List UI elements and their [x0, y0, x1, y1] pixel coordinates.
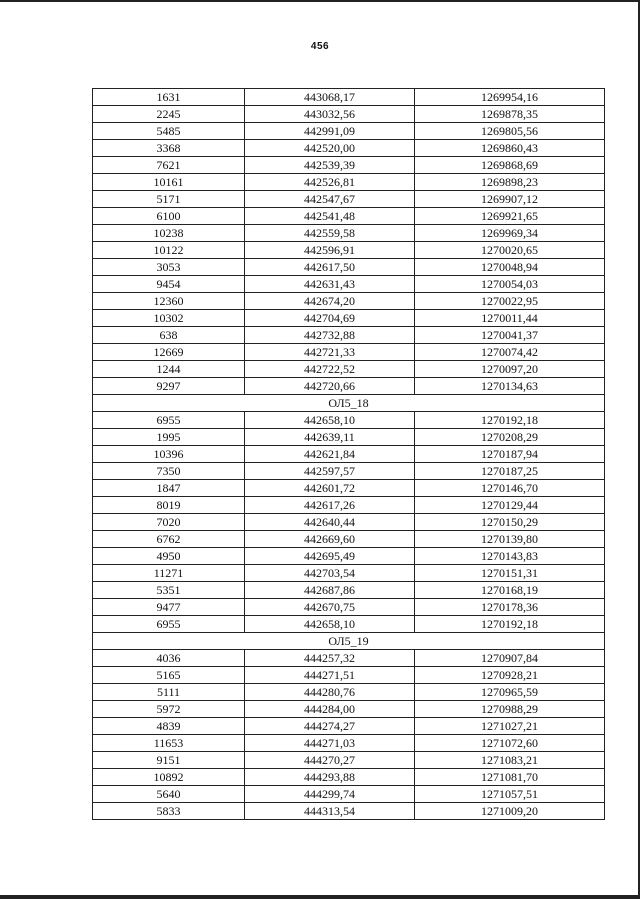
point-number-cell: 10161	[93, 174, 245, 191]
x-coordinate-cell: 444270,27	[245, 752, 415, 769]
table-row	[93, 718, 605, 735]
x-coordinate-cell: 442617,50	[245, 259, 415, 276]
point-number-cell: 4839	[93, 718, 245, 735]
point-number-cell: 10396	[93, 446, 245, 463]
x-coordinate-cell: 442547,67	[245, 191, 415, 208]
point-number-cell: 5640	[93, 786, 245, 803]
y-coordinate-cell: 1270074,42	[415, 344, 605, 361]
table-row	[93, 293, 605, 310]
table-row	[93, 667, 605, 684]
y-coordinate-cell: 1269969,34	[415, 225, 605, 242]
x-coordinate-cell: 443068,17	[245, 89, 415, 106]
table-row	[93, 735, 605, 752]
y-coordinate-cell: 1269954,16	[415, 89, 605, 106]
table-row	[93, 412, 605, 429]
point-number-cell: 1631	[93, 89, 245, 106]
point-number-cell: 10238	[93, 225, 245, 242]
y-coordinate-cell: 1269868,69	[415, 157, 605, 174]
point-number-cell: 10892	[93, 769, 245, 786]
point-number-cell: 4036	[93, 650, 245, 667]
x-coordinate-cell: 442621,84	[245, 446, 415, 463]
section-header-row	[93, 633, 605, 650]
page-number: 456	[310, 41, 330, 52]
x-coordinate-cell: 442559,58	[245, 225, 415, 242]
x-coordinate-cell: 442674,20	[245, 293, 415, 310]
y-coordinate-cell: 1270011,44	[415, 310, 605, 327]
table-row	[93, 616, 605, 633]
y-coordinate-cell: 1270965,59	[415, 684, 605, 701]
scan-bottom-edge	[0, 895, 640, 899]
point-number-cell: 5833	[93, 803, 245, 820]
table-row	[93, 361, 605, 378]
x-coordinate-cell: 442991,09	[245, 123, 415, 140]
x-coordinate-cell: 442639,11	[245, 429, 415, 446]
x-coordinate-cell: 444257,32	[245, 650, 415, 667]
point-number-cell: 9477	[93, 599, 245, 616]
x-coordinate-cell: 442541,48	[245, 208, 415, 225]
table-row	[93, 463, 605, 480]
y-coordinate-cell: 1270150,29	[415, 514, 605, 531]
table-row	[93, 480, 605, 497]
point-number-cell: 5351	[93, 582, 245, 599]
table-row	[93, 225, 605, 242]
table-row	[93, 582, 605, 599]
table-row	[93, 191, 605, 208]
point-number-cell: 9151	[93, 752, 245, 769]
table-row	[93, 89, 605, 106]
table-row	[93, 242, 605, 259]
table-row	[93, 429, 605, 446]
table-row	[93, 157, 605, 174]
x-coordinate-cell: 442687,86	[245, 582, 415, 599]
point-number-cell: 5171	[93, 191, 245, 208]
x-coordinate-cell: 444271,03	[245, 735, 415, 752]
y-coordinate-cell: 1270048,94	[415, 259, 605, 276]
point-number-cell: 6955	[93, 616, 245, 633]
y-coordinate-cell: 1270187,94	[415, 446, 605, 463]
point-number-cell: 11653	[93, 735, 245, 752]
table-row	[93, 684, 605, 701]
x-coordinate-cell: 444271,51	[245, 667, 415, 684]
y-coordinate-cell: 1270054,03	[415, 276, 605, 293]
y-coordinate-cell: 1270192,18	[415, 616, 605, 633]
table-row	[93, 786, 605, 803]
point-number-cell: 638	[93, 327, 245, 344]
y-coordinate-cell: 1270129,44	[415, 497, 605, 514]
y-coordinate-cell: 1270151,31	[415, 565, 605, 582]
table-row	[93, 140, 605, 157]
table-row	[93, 123, 605, 140]
section-title: ОЛ5_19	[93, 633, 605, 650]
y-coordinate-cell: 1271081,70	[415, 769, 605, 786]
point-number-cell: 7621	[93, 157, 245, 174]
x-coordinate-cell: 442617,26	[245, 497, 415, 514]
y-coordinate-cell: 1270143,83	[415, 548, 605, 565]
x-coordinate-cell: 442720,66	[245, 378, 415, 395]
table-row	[93, 701, 605, 718]
x-coordinate-cell: 442721,33	[245, 344, 415, 361]
point-number-cell: 6762	[93, 531, 245, 548]
y-coordinate-cell: 1270146,70	[415, 480, 605, 497]
x-coordinate-cell: 442520,00	[245, 140, 415, 157]
x-coordinate-cell: 442703,54	[245, 565, 415, 582]
table-row	[93, 174, 605, 191]
coordinate-table-body	[93, 89, 605, 820]
table-row	[93, 497, 605, 514]
table-row	[93, 531, 605, 548]
y-coordinate-cell: 1270208,29	[415, 429, 605, 446]
point-number-cell: 1244	[93, 361, 245, 378]
x-coordinate-cell: 443032,56	[245, 106, 415, 123]
coordinate-table-container	[92, 88, 595, 820]
y-coordinate-cell: 1269898,23	[415, 174, 605, 191]
x-coordinate-cell: 442658,10	[245, 412, 415, 429]
x-coordinate-cell: 442640,44	[245, 514, 415, 531]
x-coordinate-cell: 442526,81	[245, 174, 415, 191]
section-header-row	[93, 395, 605, 412]
table-row	[93, 803, 605, 820]
table-row	[93, 310, 605, 327]
table-row	[93, 344, 605, 361]
table-row	[93, 106, 605, 123]
x-coordinate-cell: 442539,39	[245, 157, 415, 174]
table-row	[93, 327, 605, 344]
point-number-cell: 10122	[93, 242, 245, 259]
table-row	[93, 446, 605, 463]
x-coordinate-cell: 442732,88	[245, 327, 415, 344]
point-number-cell: 12669	[93, 344, 245, 361]
y-coordinate-cell: 1270022,95	[415, 293, 605, 310]
x-coordinate-cell: 444313,54	[245, 803, 415, 820]
point-number-cell: 3368	[93, 140, 245, 157]
x-coordinate-cell: 444274,27	[245, 718, 415, 735]
x-coordinate-cell: 442631,43	[245, 276, 415, 293]
point-number-cell: 11271	[93, 565, 245, 582]
point-number-cell: 7350	[93, 463, 245, 480]
y-coordinate-cell: 1270041,37	[415, 327, 605, 344]
table-row	[93, 548, 605, 565]
x-coordinate-cell: 442596,91	[245, 242, 415, 259]
y-coordinate-cell: 1269878,35	[415, 106, 605, 123]
table-row	[93, 565, 605, 582]
x-coordinate-cell: 444293,88	[245, 769, 415, 786]
point-number-cell: 6100	[93, 208, 245, 225]
table-row	[93, 276, 605, 293]
point-number-cell: 1995	[93, 429, 245, 446]
x-coordinate-cell: 442669,60	[245, 531, 415, 548]
x-coordinate-cell: 442658,10	[245, 616, 415, 633]
y-coordinate-cell: 1270168,19	[415, 582, 605, 599]
y-coordinate-cell: 1271083,21	[415, 752, 605, 769]
x-coordinate-cell: 442722,52	[245, 361, 415, 378]
x-coordinate-cell: 442601,72	[245, 480, 415, 497]
y-coordinate-cell: 1271072,60	[415, 735, 605, 752]
y-coordinate-cell: 1270178,36	[415, 599, 605, 616]
point-number-cell: 1847	[93, 480, 245, 497]
y-coordinate-cell: 1271009,20	[415, 803, 605, 820]
y-coordinate-cell: 1271027,21	[415, 718, 605, 735]
coordinate-table	[92, 88, 605, 820]
point-number-cell: 4950	[93, 548, 245, 565]
table-row	[93, 599, 605, 616]
table-row	[93, 769, 605, 786]
y-coordinate-cell: 1270192,18	[415, 412, 605, 429]
y-coordinate-cell: 1270988,29	[415, 701, 605, 718]
point-number-cell: 9454	[93, 276, 245, 293]
point-number-cell: 8019	[93, 497, 245, 514]
point-number-cell: 10302	[93, 310, 245, 327]
y-coordinate-cell: 1269907,12	[415, 191, 605, 208]
point-number-cell: 6955	[93, 412, 245, 429]
x-coordinate-cell: 442597,57	[245, 463, 415, 480]
y-coordinate-cell: 1271057,51	[415, 786, 605, 803]
y-coordinate-cell: 1269860,43	[415, 140, 605, 157]
y-coordinate-cell: 1270187,25	[415, 463, 605, 480]
y-coordinate-cell: 1269921,65	[415, 208, 605, 225]
point-number-cell: 7020	[93, 514, 245, 531]
table-row	[93, 514, 605, 531]
point-number-cell: 5111	[93, 684, 245, 701]
x-coordinate-cell: 442695,49	[245, 548, 415, 565]
y-coordinate-cell: 1270020,65	[415, 242, 605, 259]
point-number-cell: 9297	[93, 378, 245, 395]
table-row	[93, 208, 605, 225]
y-coordinate-cell: 1270928,21	[415, 667, 605, 684]
y-coordinate-cell: 1270139,80	[415, 531, 605, 548]
table-row	[93, 752, 605, 769]
y-coordinate-cell: 1270907,84	[415, 650, 605, 667]
x-coordinate-cell: 442670,75	[245, 599, 415, 616]
point-number-cell: 5165	[93, 667, 245, 684]
table-row	[93, 650, 605, 667]
x-coordinate-cell: 444284,00	[245, 701, 415, 718]
point-number-cell: 12360	[93, 293, 245, 310]
y-coordinate-cell: 1270134,63	[415, 378, 605, 395]
point-number-cell: 5972	[93, 701, 245, 718]
scan-top-edge	[0, 0, 640, 2]
table-row	[93, 259, 605, 276]
x-coordinate-cell: 442704,69	[245, 310, 415, 327]
point-number-cell: 3053	[93, 259, 245, 276]
table-row	[93, 378, 605, 395]
point-number-cell: 2245	[93, 106, 245, 123]
section-title: ОЛ5_18	[93, 395, 605, 412]
y-coordinate-cell: 1270097,20	[415, 361, 605, 378]
y-coordinate-cell: 1269805,56	[415, 123, 605, 140]
x-coordinate-cell: 444299,74	[245, 786, 415, 803]
point-number-cell: 5485	[93, 123, 245, 140]
x-coordinate-cell: 444280,76	[245, 684, 415, 701]
